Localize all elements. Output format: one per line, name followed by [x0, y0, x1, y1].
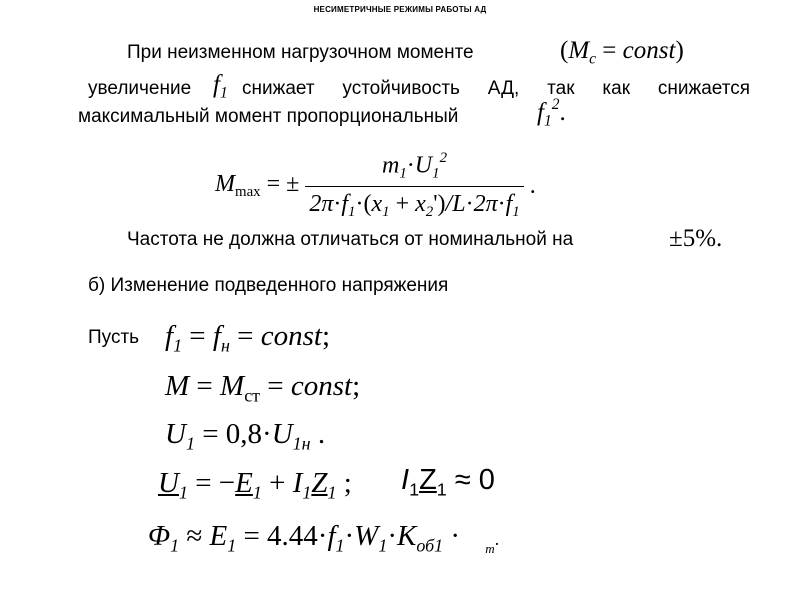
equation-m-const: $M = M_{ст}$ = const; [165, 370, 361, 406]
formula-mc-const: ($M_c$ = const) [560, 37, 684, 68]
formula-f1-inline: $f_1$ [213, 71, 228, 102]
equation-f1-const: $f_1 = f_н$ = const; [165, 320, 331, 356]
formula-tolerance: ±5%. [669, 225, 723, 252]
let-label: Пусть [88, 327, 140, 348]
page-title: НЕСИМЕТРИЧНЫЕ РЕЖИМЫ РАБОТЫ АД [313, 5, 487, 14]
frequency-line: Частота не должна отличаться от номинальной на [127, 229, 574, 250]
equation-u1-reduced: $U_1 = 0,8\cdot U_{1н}$ . [165, 418, 326, 454]
intro-line-2a: увеличение [88, 78, 192, 99]
equation-iz-approx: $I_1Z_1 \approx 0$ [401, 464, 495, 500]
intro-line-3: максимальный момент пропорциональный [78, 106, 459, 127]
equation-u1-emf: $U_1 = -E_1 + I_1Z_1$ ; [158, 467, 352, 503]
intro-line-1: При неизменном нагрузочном моменте [127, 42, 474, 63]
section-b-heading: б) Изменение подведенного напряжения [88, 275, 449, 296]
intro-line-2b: снижает устойчивость АД, так как снижается [242, 78, 750, 99]
formula-f1-squared: $f_1^2$. [537, 96, 566, 130]
equation-flux: $\Phi_1 \approx E_1 = 4.44\cdot f_1\cdot W_1\cdot K_{об1} \cdot _m$. [148, 520, 500, 556]
formula-mmax: $M_{max}$ = ± $\frac{m_1\cdot U_1^2}{2\pi\cdot f_1\cdot(x_1 + x_2')/L\cdot 2\pi\cdot f_1}$ . [215, 150, 536, 221]
